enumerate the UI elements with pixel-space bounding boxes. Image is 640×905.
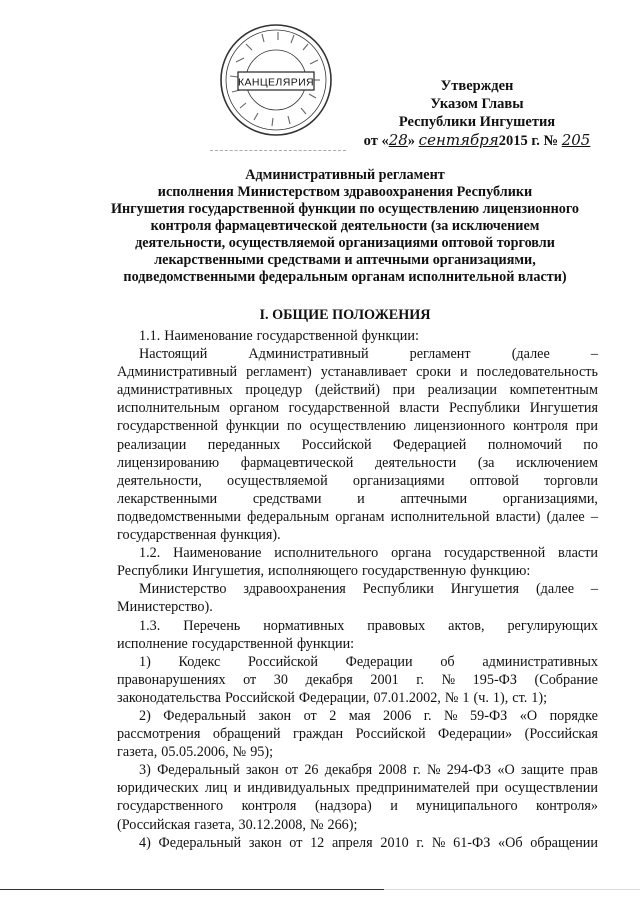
- approval-line-approved: Утвержден: [440, 78, 514, 94]
- body-line: 4) Федеральный закон от 12 апреля 2010 г. № 61-ФЗ «Об обращении: [139, 834, 598, 851]
- office-stamp: [218, 22, 334, 138]
- document-body: [117, 327, 598, 852]
- date-month-handwritten: сентября: [418, 131, 499, 149]
- body-line: Республики Ингушетия, исполняющего государственную функцию:: [117, 563, 531, 580]
- title-line: Ингушетия государственной функции по осуществлению лицензионного: [110, 201, 580, 217]
- body-line: деятельности, осуществляемой организациями оптовой торговли: [117, 472, 598, 489]
- date-separator: »: [407, 133, 419, 149]
- body-line: 2) Федеральный закон от 2 мая 2006 г. № 59-ФЗ «О порядке: [139, 707, 598, 724]
- body-line: юридических лиц и индивидуальных предпринимателей при осуществлении: [117, 780, 598, 797]
- decree-number-handwritten: 205: [561, 131, 591, 149]
- scan-bottom-edge: [0, 889, 640, 890]
- title-line: лекарственными средствами и аптечными организациями,: [154, 252, 536, 268]
- date-prefix: от «: [363, 133, 389, 149]
- body-line: государственной функции по осуществлению лицензионного контроля при: [117, 418, 598, 435]
- body-line: 1.3. Перечень нормативных правовых актов, регулирующих: [139, 617, 598, 634]
- body-line: 1.2. Наименование исполнительного органа государственной власти: [139, 545, 598, 562]
- body-line: лицензированию фармацевтической деятельности (за исключением: [117, 454, 598, 471]
- body-line: Министерство).: [117, 599, 213, 616]
- section-heading: I. ОБЩИЕ ПОЛОЖЕНИЯ: [259, 307, 431, 323]
- dashed-divider: [210, 150, 346, 151]
- body-line: 3) Федеральный закон от 26 декабря 2008 г. № 294-ФЗ «О защите прав: [139, 762, 598, 779]
- body-line: исполнение государственной функции:: [117, 635, 355, 652]
- title-line: Административный регламент: [245, 167, 445, 183]
- approval-line-republic: Республики Ингушетия: [398, 114, 556, 130]
- body-line: рассмотрения обращений граждан Российской Федерации» (Российская: [117, 726, 598, 743]
- approval-block: [352, 77, 602, 150]
- approval-date-line: [352, 131, 602, 150]
- body-line: государственного контроля (надзора) и муниципального контроля»: [117, 798, 598, 815]
- body-line: государственная функция).: [117, 527, 281, 544]
- stamp-seal-graphic: [218, 22, 334, 138]
- date-day-handwritten: 28: [388, 131, 408, 149]
- body-line: 1.1. Наименование государственной функции:: [139, 328, 419, 344]
- svg-text:КАНЦЕЛЯРИЯ: КАНЦЕЛЯРИЯ: [237, 76, 315, 89]
- body-line: газета, 05.05.2006, № 95);: [117, 744, 274, 761]
- approval-line-decree: Указом Главы: [430, 96, 524, 112]
- body-line: административных процедур (действий) при реализации компетентным: [117, 382, 598, 399]
- title-line: исполнения Министерством здравоохранения Республики: [157, 184, 533, 200]
- body-line: (Российская газета, 30.12.2008, № 266);: [117, 816, 358, 833]
- body-line: подведомственными федеральным органам исполнительной власти) (далее –: [117, 508, 598, 525]
- body-line: правонарушениях от 30 декабря 2001 г. № 195-ФЗ (Собрание: [117, 671, 598, 688]
- regulation-title: [90, 167, 600, 286]
- body-line: реализации переданных Российской Федерацией полномочий по: [117, 436, 598, 453]
- title-line: подведомственными федеральным органам исполнительной власти): [123, 269, 567, 285]
- body-line: Административный регламент) устанавливает сроки и последовательность: [117, 364, 598, 381]
- body-line: 1) Кодекс Российской Федерации об административных: [139, 653, 598, 670]
- body-line: Министерство здравоохранения Республики Ингушетия (далее –: [139, 581, 598, 598]
- body-line: лекарственными средствами и аптечными организациями,: [117, 490, 598, 507]
- body-line: законодательства Российской Федерации, 07.01.2002, № 1 (ч. 1), ст. 1);: [117, 689, 548, 706]
- body-line: исполнительным органом государственной власти Республики Ингушетия: [117, 400, 598, 417]
- body-line: Настоящий Административный регламент (далее –: [139, 346, 598, 363]
- title-line: деятельности, осуществляемой организациями оптовой торговли: [135, 235, 555, 251]
- title-line: контроля фармацевтической деятельности (за исключением: [150, 218, 540, 234]
- date-year: 2015 г. №: [498, 133, 562, 149]
